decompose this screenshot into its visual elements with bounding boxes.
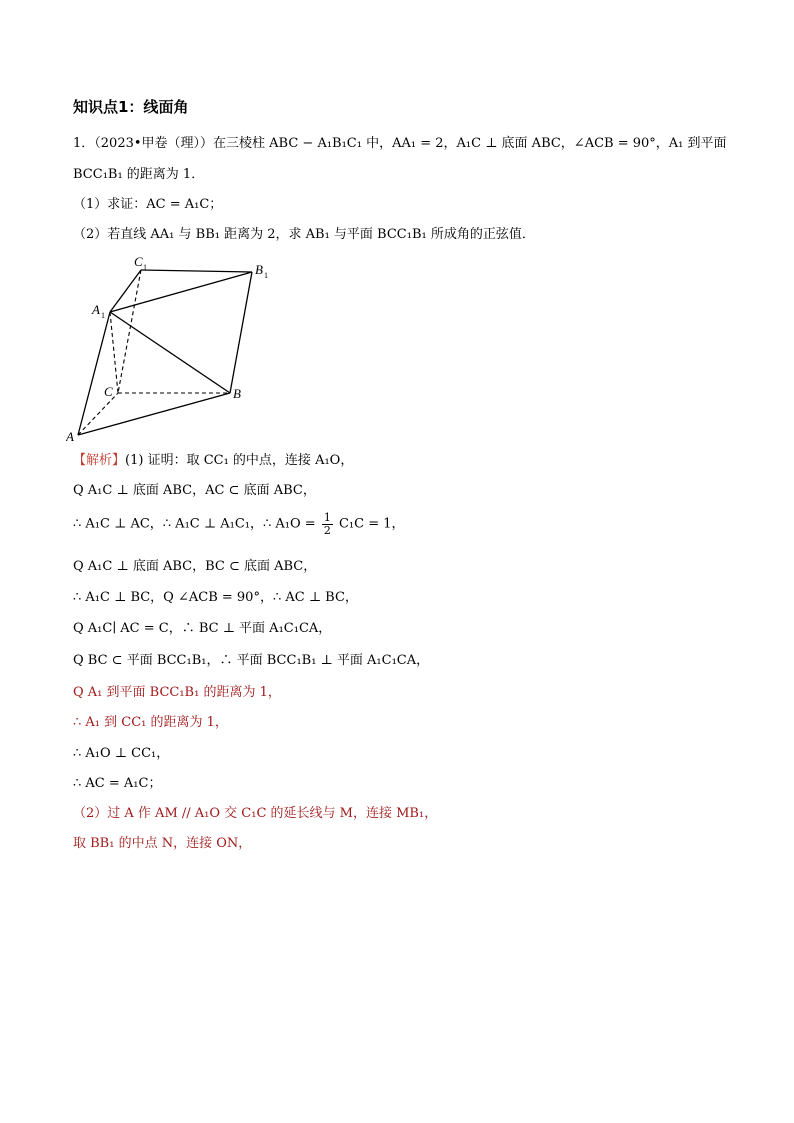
edge-a1-b xyxy=(110,312,230,393)
solution-line-9: ∴ A₁ 到 CC₁ 的距离为 1， xyxy=(73,715,228,730)
solution-line-6: Q A₁C∣ AC = C，∴ BC ⊥ 平面 A₁C₁CA， xyxy=(73,621,332,636)
solution-line-12: （2）过 A 作 AM // A₁O 交 C₁C 的延长线与 M，连接 MB₁， xyxy=(73,806,438,821)
prism-figure xyxy=(66,255,276,445)
solution-line-4: Q A₁C ⊥ 底面 ABC，BC ⊂ 底面 ABC， xyxy=(73,559,317,574)
edge-a1-c1 xyxy=(110,270,141,312)
fraction-half xyxy=(322,512,333,537)
label-a1: A xyxy=(92,302,100,317)
solution-step-3a: ∴ A₁C ⊥ AC，∴ A₁C ⊥ A₁C₁，∴ A₁O = xyxy=(73,516,316,532)
solution-line-3 xyxy=(73,512,405,542)
fraction-denominator: 2 xyxy=(323,524,331,537)
label-b1-sub: 1 xyxy=(264,271,268,280)
label-a1-sub: 1 xyxy=(101,311,105,320)
edge-a-b xyxy=(78,393,230,435)
fraction-numerator: 1 xyxy=(323,511,331,524)
label-b1: B xyxy=(255,262,263,277)
solution-line-2: Q A₁C ⊥ 底面 ABC，AC ⊂ 底面 ABC， xyxy=(73,483,316,498)
analysis-tag: 【解析】 xyxy=(73,453,126,468)
solution-line-8: Q A₁ 到平面 BCC₁B₁ 的距离为 1， xyxy=(73,685,281,700)
edge-a1-c-dashed xyxy=(110,312,118,393)
solution-line-1 xyxy=(73,452,353,470)
question-1: （1）求证：AC = A₁C； xyxy=(73,197,223,212)
solution-line-10: ∴ A₁O ⊥ CC₁， xyxy=(73,746,170,761)
edge-a1-b1 xyxy=(110,272,252,312)
edge-a-a1 xyxy=(78,312,110,435)
label-b: B xyxy=(233,386,241,401)
solution-line-7: Q BC ⊂ 平面 BCC₁B₁，∴ 平面 BCC₁B₁ ⊥ 平面 A₁C₁CA， xyxy=(73,653,430,668)
solution-step-1: (1) 证明：取 CC₁ 的中点，连接 A₁O， xyxy=(125,453,354,468)
solution-line-5: ∴ A₁C ⊥ BC，Q ∠ACB = 90°，∴ AC ⊥ BC， xyxy=(73,590,358,605)
solution-step-3b: C₁C = 1， xyxy=(338,516,405,532)
label-c: C xyxy=(104,384,113,399)
section-heading: 知识点1：线面角 xyxy=(73,98,189,116)
problem-line-1: 1．（2023•甲卷（理））在三棱柱 ABC − A₁B₁C₁ 中，AA₁ = 2，A₁C ⊥ 底面 ABC，∠ACB = 90°，A₁ 到平面 xyxy=(73,136,727,151)
edge-c1-c-dashed xyxy=(118,270,141,393)
label-c1-sub: 1 xyxy=(143,263,147,272)
label-c1: C xyxy=(134,255,143,269)
question-2: （2）若直线 AA₁ 与 BB₁ 距离为 2，求 AB₁ 与平面 BCC₁B₁ 所成角的正弦值． xyxy=(73,227,535,242)
label-a: A xyxy=(66,429,74,444)
solution-line-11: ∴ AC = A₁C； xyxy=(73,776,162,791)
edge-c1-b1 xyxy=(141,270,252,272)
edge-b1-b xyxy=(230,272,252,393)
problem-line-2: BCC₁B₁ 的距离为 1． xyxy=(73,167,205,182)
solution-line-13: 取 BB₁ 的中点 N，连接 ON， xyxy=(73,836,252,851)
